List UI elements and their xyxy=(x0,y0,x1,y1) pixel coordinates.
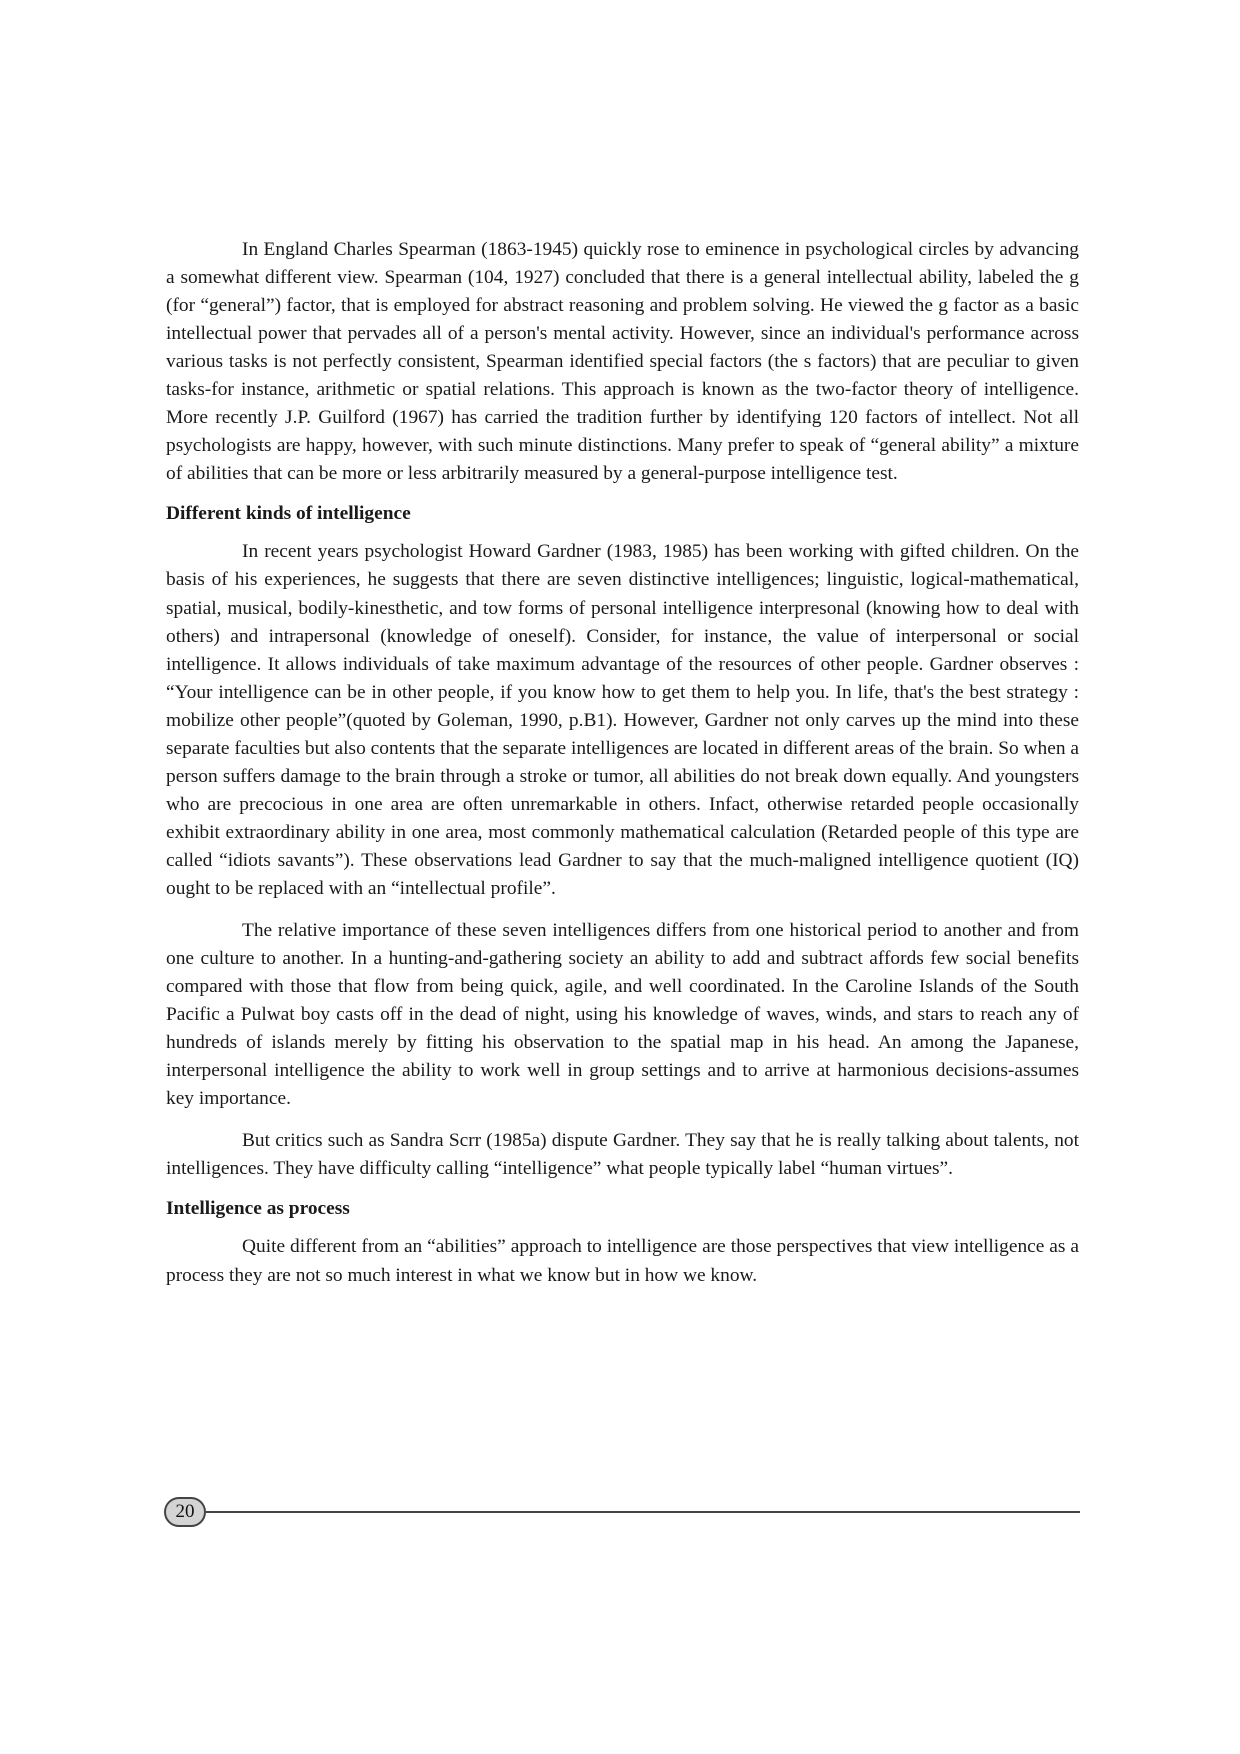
paragraph-process: Quite different from an “abilities” approach to intelligence are those perspectives that view intelligence as a process they are not so much interest in what we know but in how we know. xyxy=(166,1236,1079,1286)
paragraph-spearman: In England Charles Spearman (1863-1945) quickly rose to eminence in psychological circles by advancing a somewhat different view. Spearman (104, 1927) concluded that there is a general intellectual ability, labeled the g (for “general”) factor, that is employed for abstract reasoning and problem solving. He viewed the g factor as a basic intellectual power that pervades all of a person's mental activity. However, since an individual's performance across various tasks is not perfectly consistent, Spearman identified special factors (the s factors) that are peculiar to given tasks-for instance, arithmetic or spatial relations. This approach is known as the two-factor theory of intelligence. More recently J.P. Guilford (1967) has carried the tradition further by identifying 120 factors of intellect. Not all psychologists are happy, however, with such minute distinctions. Many prefer to speak of “general ability” a mixture of abilities that can be more or less arbitrarily measured by a general-purpose intelligence test. xyxy=(166,239,1079,485)
heading-different-kinds-of-intelligence: Different kinds of intelligence xyxy=(166,503,411,525)
page-body xyxy=(166,236,1079,1290)
paragraph-relative-importance: The relative importance of these seven intelligences differs from one historical period to another and from one culture to another. In a hunting-and-gathering society an ability to add and subtract affords few social benefits compared with those that flow from being quick, agile, and well coordinated. In the Caroline Islands of the South Pacific a Pulwat boy casts off in the dead of night, using his knowledge of waves, winds, and stars to reach any of hundreds of islands merely by fitting his observation to the spatial map in his head. An among the Japanese, interpersonal intelligence the ability to work well in group settings and to arrive at harmonious decisions-assumes key importance. xyxy=(166,920,1079,1110)
paragraph-gardner: In recent years psychologist Howard Gardner (1983, 1985) has been working with gifted children. On the basis of his experiences, he suggests that there are seven distinctive intelligences; linguistic, logical-mathematical, spatial, musical, bodily-kinesthetic, and tow forms of personal intelligence interpresonal (knowing how to deal with others) and intrapersonal (knowledge of oneself). Consider, for instance, the value of interpersonal or social intelligence. It allows individuals of take maximum advantage of the resources of other people. Gardner observes : “Your intelligence can be in other people, if you know how to get them to help you. In life, that's the best strategy : mobilize other people”(quoted by Goleman, 1990, p.B1). However, Gardner not only carves up the mind into these separate faculties but also contents that the separate intelligences are located in different areas of the brain. So when a person suffers damage to the brain through a stroke or tumor, all abilities do not break down equally. And youngsters who are precocious in one area are often unremarkable in others. Infact, otherwise retarded people occasionally exhibit extraordinary ability in one area, most commonly mathematical calculation (Retarded people of this type are called “idiots savants”). These observations lead Gardner to say that the much-maligned intelligence quotient (IQ) ought to be replaced with an “intellectual profile”. xyxy=(166,541,1079,899)
page-number-badge: 20 xyxy=(164,1497,206,1527)
footer-divider xyxy=(206,1511,1080,1513)
paragraph-critics: But critics such as Sandra Scrr (1985a) dispute Gardner. They say that he is really talking about talents, not intelligences. They have difficulty calling “intelligence” what people typically label “human virtues”. xyxy=(166,1130,1079,1180)
heading-intelligence-as-process: Intelligence as process xyxy=(166,1198,350,1220)
page-footer xyxy=(164,1497,1080,1531)
